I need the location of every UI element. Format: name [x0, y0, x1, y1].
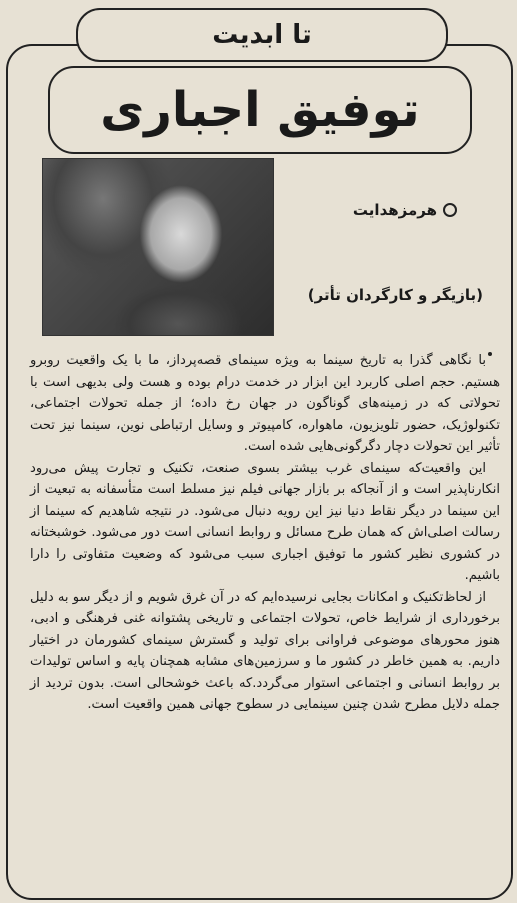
paragraph-2: این واقعیت‌که سینمای غرب بیشتر بسوی صنعت، تکنیک و تجارت پیش می‌رود انکارناپذیر است و از آنجاکه بر بازار جهانی فیلم نیز مسلط است متأسفانه به تبعیت از این سینما در دیگر نقاط دنیا نیز این رویه دنبال می‌شود. در نتیجه شاهدیم که سینما از رسالت اصلی‌اش که همان طرح مسائل و روابط انسانی است دور می‌شود. خوشبختانه در کشوری نظیر کشور ما توفیق اجباری سبب می‌شود که وضعیت متفاوتی را دارا باشیم. — [30, 460, 500, 583]
section-kicker — [76, 8, 448, 62]
article-title: توفیق اجباری — [100, 82, 420, 138]
article-title-box — [48, 66, 472, 154]
article-body — [30, 350, 500, 716]
circle-bullet-icon — [443, 203, 457, 217]
author-name: هرمزهدایت — [352, 201, 437, 219]
author-role: (بازیگر و کارگردان تأتر) — [307, 286, 483, 304]
author-photo — [42, 158, 274, 336]
kicker-text: تا ابدیت — [212, 20, 312, 50]
author-byline — [353, 201, 457, 219]
paragraph-1: با نگاهی گذرا به تاریخ سینما به ویژه سینمای قصه‌پرداز، ما با یک واقعیت روبرو هستیم. حجم اصلی کاربرد این ابزار در خدمت درام بوده و هست ولی بدیهی است با تحولاتی که در زمینه‌های گوناگون در جهان رخ داده؛ از جمله تحولات اجتماعی، تکنولوژیک، حضور تلویزیون، ماهواره، کامپیوتر و وسایل ارتباطی نوین، سینما نیز تحت تأثیر این تحولات دچار دگرگونی‌هایی شده است. — [30, 353, 500, 454]
paragraph-3: از لحاظ‌تکنیک و امکانات بجایی نرسیده‌ایم که در آن غرق شویم و از دیگر سو به دلیل برخورداری از شرایط خاص، تحولات اجتماعی و تاریخی پشتوانه غنی فرهنگی و ادبی، هنوز محورهای موضوعی فراوانی برای تولید و گسترش سینمای کشورمان در اختیار داریم. به همین خاطر در کشور ما و سرزمین‌های مشابه همچنان پایه و اساس تولیدات بر روابط انسانی و اجتماعی استوار می‌گردد.که باعث خوشحالی است. بدون تردید از جمله دلایل مطرح شدن چنین سینمایی در سطوح جهانی همین واقعیت است. — [30, 589, 500, 712]
